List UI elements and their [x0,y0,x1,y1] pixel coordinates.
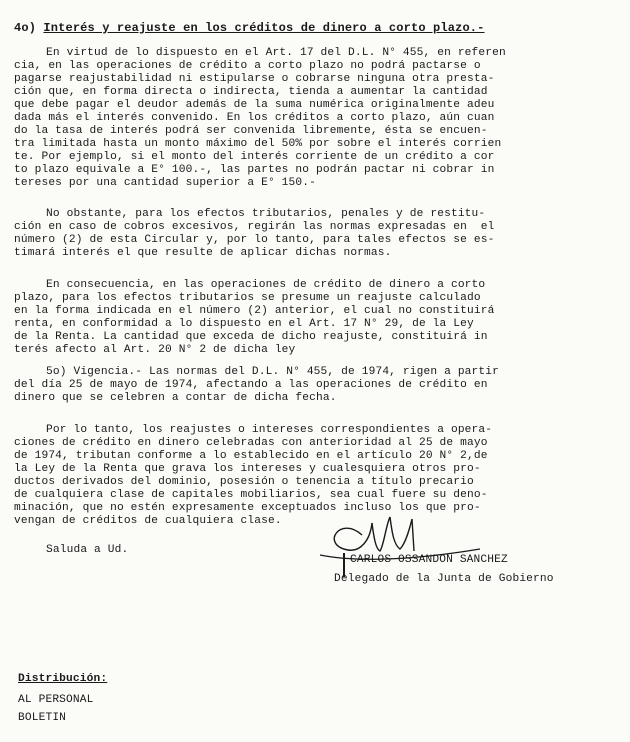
text-line: renta, en conformidad a lo dispuesto en el Art. 17 N° 29, de la Ley [14,318,474,330]
text-line: tereses por una cantidad superior a E° 150.- [14,177,316,189]
distribution-item: BOLETIN [18,712,67,724]
text-line: ción que, en forma directa o indirecta, tienda a aumentar la cantidad [14,86,488,98]
text-line: No obstante, para los efectos tributarios, penales y de restitu- [46,208,486,220]
text-line: dinero que se celebren a contar de dicha fecha. [14,392,337,404]
text-line: ción en caso de cobros excesivos, regirán las normas expresadas en el [14,221,495,233]
text-line: to plazo equivale a E° 100.-, las partes no podrán pactar ni cobrar in [14,164,495,176]
section-title: Interés y reajuste en los créditos de dinero a corto plazo.- [43,21,485,35]
text-line: En virtud de lo dispuesto en el Art. 17 del D.L. N° 455, en referen [46,47,506,59]
signatory-name: CARLOS OSSANDON SANCHEZ [350,554,508,566]
text-line: do la tasa de interés podrá ser convenida libremente, ésta se encuen- [14,125,488,137]
text-line: 5o) Vigencia.- Las normas del D.L. N° 455, de 1974, rigen a partir [46,366,499,378]
text-line: plazo, para los efectos tributarios se presume un reajuste calculado [14,292,481,304]
text-line: te. Por ejemplo, si el monto del interés corriente de un crédito a cor [14,151,495,163]
text-line: minación, que no estén expresamente exceptuados incluso los que pro- [14,502,481,514]
text-line: En consecuencia, en las operaciones de crédito de dinero a corto [46,279,486,291]
text-line: vengan de créditos de cualquiera clase. [14,515,282,527]
text-line: ductos derivados del dominio, posesión o tenencia a título precario [14,476,474,488]
text-line: la Ley de la Renta que grava los intereses y cualesquiera otros pro- [14,463,481,475]
text-line: que debe pagar el deudor además de la suma numérica originalmente adeu [14,99,495,111]
section-number: 4o) [14,21,37,35]
text-line: cia, en las operaciones de crédito a corto plazo no podrá pactarse o [14,60,481,72]
distribution-label: Distribución: [18,673,108,685]
text-line: de 1974, tributan conforme a lo establecido en el artículo 20 N° 2,de [14,450,488,462]
distribution-item: AL PERSONAL [18,694,94,706]
text-line: en la forma indicada en el número (2) anterior, el cual no constituirá [14,305,495,317]
text-line: número (2) de esta Circular y, por lo tanto, para tales efectos se es- [14,234,495,246]
text-line: timará interés el que resulte de aplicar dichas normas. [14,247,392,259]
text-line: ciones de crédito en dinero celebradas con anterioridad al 25 de mayo [14,437,488,449]
text-line: Por lo tanto, los reajustes o intereses correspondientes a opera- [46,424,493,436]
text-line: de la Renta. La cantidad que exceda de dicho reajuste, constituirá in [14,331,488,343]
text-line: dada más el interés convenido. En los créditos a corto plazo, aún cuan [14,112,495,124]
text-line: pagarse reajustabilidad ni estipularse o cobrarse ninguna otra presta- [14,73,495,85]
signatory-title: Delegado de la Junta de Gobierno [334,573,554,585]
text-line: tra limitada hasta un monto máximo del 50% por sobre el interés corrien [14,138,502,150]
text-line: de cualquiera clase de capitales mobiliarios, sea cual fuere su deno- [14,489,488,501]
text-line: terés afecto al Art. 20 N° 2 de dicha ley [14,344,296,356]
text-line: del día 25 de mayo de 1974, afectando a las operaciones de crédito en [14,379,488,391]
closing-salutation: Saluda a Ud. [46,544,129,556]
section-heading [14,22,485,35]
